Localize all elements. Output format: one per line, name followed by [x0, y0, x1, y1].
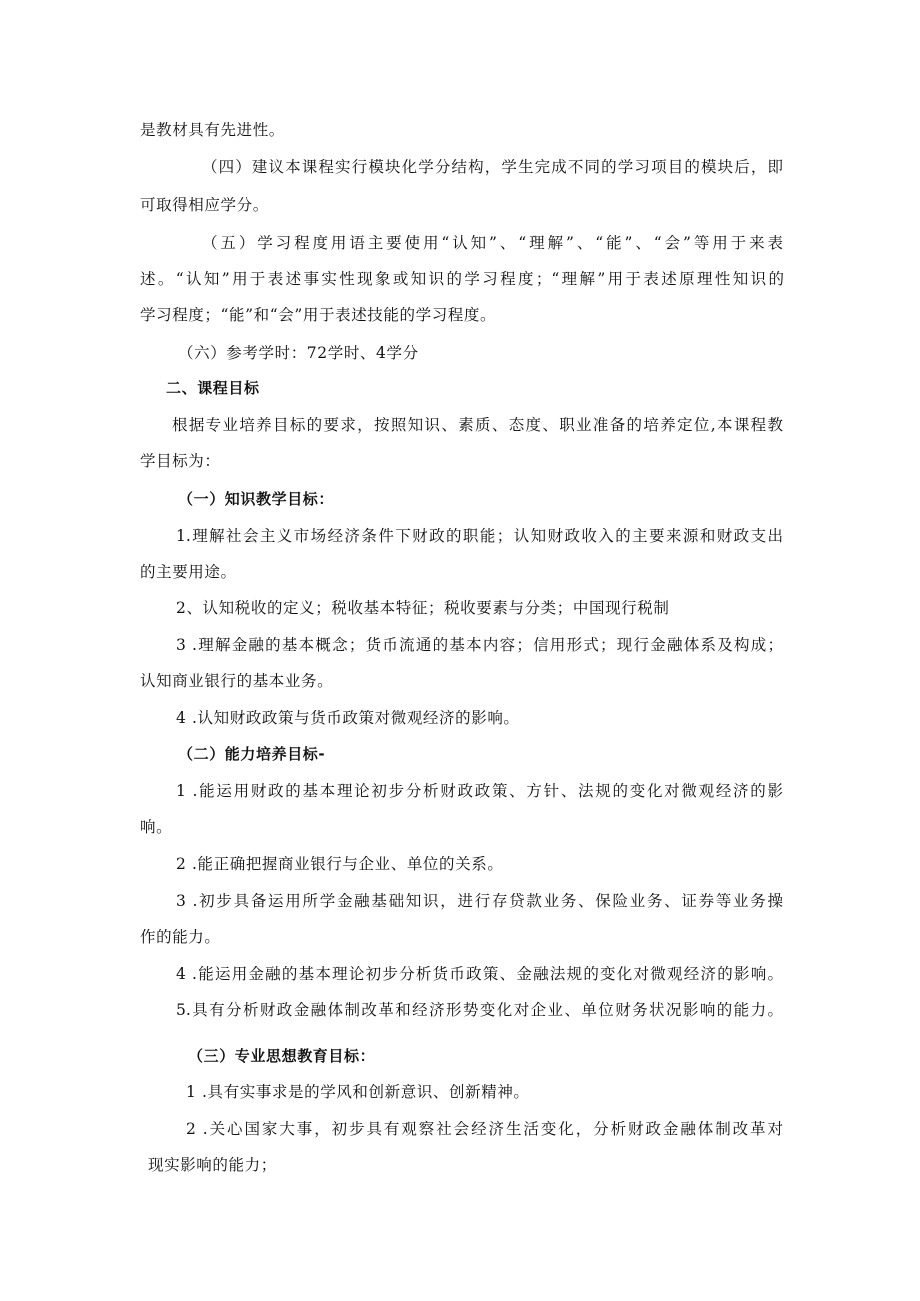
- section-heading: 二、课程目标: [166, 379, 260, 397]
- subsection-heading: （三）专业思想教育目标：: [188, 1047, 376, 1065]
- subsection-heading: （一）知识教学目标：: [178, 490, 335, 508]
- text-line: 学目标为：: [140, 452, 221, 470]
- text-line: 是教材具有先进性。: [140, 121, 285, 139]
- text-line: 可取得相应学分。: [140, 196, 269, 214]
- text-line: （五）学习程度用语主要使用“认知”、“理解”、“能”、“会”等用于来表: [202, 234, 783, 252]
- subsection-heading: （二）能力培养目标-: [178, 745, 326, 763]
- text-line: （四）建议本课程实行模块化学分结构，学生完成不同的学习项目的模块后，即: [202, 158, 783, 176]
- text-line: 5.具有分析财政金融体制改革和经济形势变化对企业、单位财务状况影响的能力。: [176, 1001, 783, 1019]
- text-line: 2 .关心国家大事，初步具有观察社会经济生活变化，分析财政金融体制改革对: [186, 1120, 783, 1138]
- text-line: 3 .初步具备运用所学金融基础知识，进行存贷款业务、保险业务、证券等业务操: [176, 892, 783, 910]
- text-line: 3 .理解金融的基本概念；货币流通的基本内容；信用形式；现行金融体系及构成；: [176, 636, 783, 654]
- text-line: 1 .具有实事求是的学风和创新意识、创新精神。: [186, 1083, 530, 1101]
- text-line: 响。: [140, 818, 173, 836]
- text-line: 根据专业培养目标的要求，按照知识、素质、态度、职业准备的培养定位,本课程教: [172, 416, 783, 434]
- text-line: 述。“认知”用于表述事实性现象或知识的学习程度；“理解”用于表述原理性知识的: [140, 270, 784, 288]
- text-line: 4 .能运用金融的基本理论初步分析货币政策、金融法规的变化对微观经济的影响。: [176, 965, 783, 983]
- text-line: 的主要用途。: [140, 563, 237, 581]
- text-line: 认知商业银行的基本业务。: [140, 672, 334, 690]
- text-line: 现实影响的能力；: [148, 1156, 277, 1174]
- text-line: 1.理解社会主义市场经济条件下财政的职能；认知财政收入的主要来源和财政支出: [176, 527, 783, 545]
- text-line: 学习程度；“能”和“会”用于表述技能的学习程度。: [140, 306, 497, 324]
- text-line: （六）参考学时：72学时、4学分: [178, 344, 419, 362]
- text-line: 2 .能正确把握商业银行与企业、单位的关系。: [176, 855, 504, 873]
- text-line: 2、认知税收的定义；税收基本特征；税收要素与分类；中国现行税制: [176, 599, 670, 617]
- text-line: 1 .能运用财政的基本理论初步分析财政政策、方针、法规的变化对微观经济的影: [176, 782, 783, 800]
- text-line: 4 .认知财政政策与货币政策对微观经济的影响。: [176, 709, 520, 727]
- text-line: 作的能力。: [140, 928, 221, 946]
